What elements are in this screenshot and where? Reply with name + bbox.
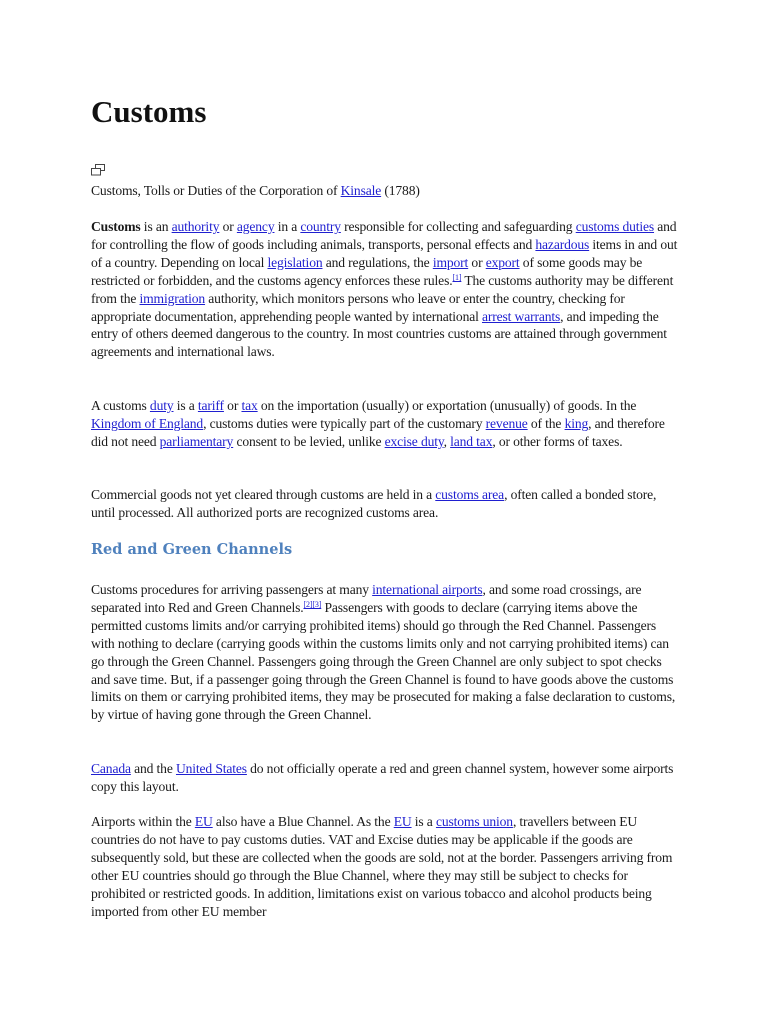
channels-paragraph: Customs procedures for arriving passengers at many international airports, and some road crossings, are separated into Red and Green Channels.[2][3] Passengers with goods to declare (carrying items above the permitted customs limits and/or carrying prohibited items) should go through the Red Channel. Passengers with nothing to declare (carrying goods within the customs limits only and not carrying prohibited items) can go through the Green Channel. Passengers going through the Green Channel are only subject to spot checks and save time. But, if a passenger going through the Green Channel is found to have goods above the customs limits on them or carrying prohibited items, they may be prosecuted for making a false declaration to customs, by virtue of having gone through the Green Channel. [91, 582, 676, 723]
link-parliamentary[interactable]: parliamentary [159, 433, 234, 449]
section-heading: Red and Green Channels [91, 541, 293, 558]
link-authority[interactable]: authority [171, 219, 220, 234]
link-tariff[interactable]: tariff [197, 398, 224, 413]
canada-us-paragraph: Canada and the United States do not officially operate a red and green channel system, however some airports copy this layout. [91, 761, 674, 794]
image-placeholder-icon [91, 164, 105, 176]
customs-area-paragraph: Commercial goods not yet cleared through customs are held in a customs area, often called a bonded store, until processed. All authorized ports are recognized customs area. [91, 487, 657, 520]
intro-paragraph: Customs is an authority or agency in a country responsible for collecting and safeguarding customs duties and for controlling the flow of goods including animals, transports, personal effects and hazardous items in and out of a country. Depending on local legislation and regulations, the import or export of some goods may be restricted or forbidden, and the customs agency enforces these rules.[1] The customs authority may be different from the immigration authority, which monitors persons who leave or enter the country, checking for appropriate documentation, apprehending people wanted by international arrest warrants, and impeding the entry of others deemed dangerous to the country. In most countries customs are attained through government agreements and international laws. [91, 219, 678, 360]
link-immigration[interactable]: immigration [139, 290, 206, 306]
link-customs-area[interactable]: customs area [435, 487, 505, 502]
link-tax[interactable]: tax [241, 398, 258, 413]
link-revenue[interactable]: revenue [485, 415, 528, 431]
link-excise-duty[interactable]: excise duty [384, 433, 444, 449]
link-eu[interactable]: EU [194, 814, 213, 829]
link-united-states[interactable]: United States [175, 761, 247, 776]
reference-link[interactable]: [1] [452, 272, 462, 282]
page-title: Customs [91, 94, 207, 129]
link-agency[interactable]: agency [236, 219, 275, 234]
link-eu[interactable]: EU [393, 814, 412, 829]
link-arrest-warrants[interactable]: arrest warrants [481, 308, 561, 324]
link-customs-union[interactable]: customs union [435, 814, 513, 829]
link-legislation[interactable]: legislation [267, 254, 323, 270]
image-caption: Customs, Tolls or Duties of the Corporation of Kinsale (1788) [91, 183, 420, 198]
bold-term: Customs [91, 219, 141, 234]
link-canada[interactable]: Canada [91, 761, 131, 776]
link-import[interactable]: import [432, 254, 469, 270]
link-country[interactable]: country [300, 219, 341, 234]
reference-link[interactable]: [2][3] [303, 599, 322, 609]
link-export[interactable]: export [485, 254, 520, 270]
link-duty[interactable]: duty [149, 398, 174, 413]
link-kinsale[interactable]: Kinsale [340, 183, 382, 198]
link-customs-duties[interactable]: customs duties [575, 219, 655, 234]
duty-paragraph: A customs duty is a tariff or tax on the importation (usually) or exportation (unusually) of goods. In the Kingdom of England, customs duties were typically part of the customary revenue of the king, and therefore did not need parliamentary consent to be levied, unlike excise duty, land tax, or other forms of taxes. [91, 398, 665, 449]
link-international-airports[interactable]: international airports [372, 582, 483, 597]
link-land-tax[interactable]: land tax [450, 433, 493, 449]
link-kingdom-of-england[interactable]: Kingdom of England [91, 415, 204, 431]
blue-channel-paragraph: Airports within the EU also have a Blue Channel. As the EU is a customs union, travellers between EU countries do not have to pay customs duties. VAT and Excise duties may be applicable if the goods are subsequently sold, but these are collected when the goods are sold, not at the border. Passengers arriving from other EU countries should go through the Blue Channel, where they may still be subject to checks for prohibited or restricted goods. In addition, limitations exist on various tobacco and alcohol products being imported from other EU member [91, 814, 673, 919]
link-hazardous[interactable]: hazardous [535, 236, 590, 252]
link-king[interactable]: king [564, 415, 589, 431]
